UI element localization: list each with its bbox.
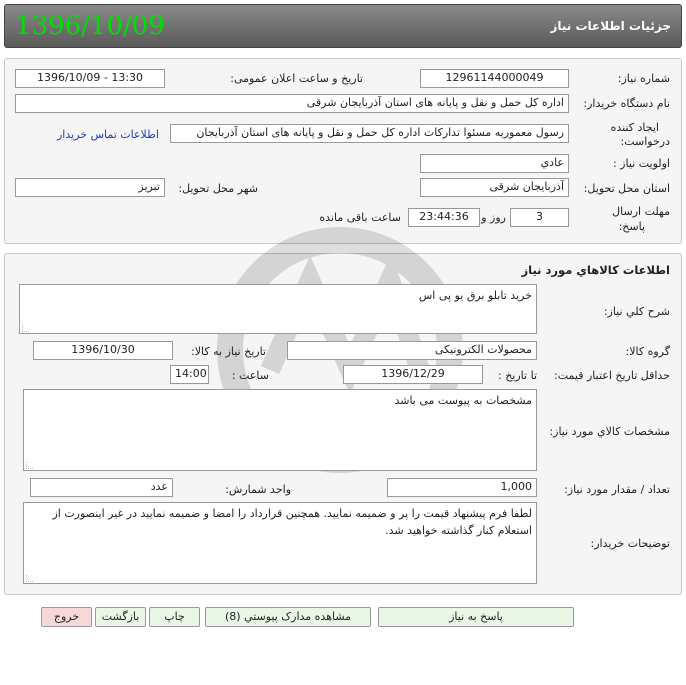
page-title: جزئیات اطلاعات نیاز bbox=[550, 19, 671, 33]
creator-label-1: ايجاد کننده bbox=[610, 121, 659, 134]
exit-button[interactable]: خروج bbox=[41, 607, 92, 627]
deadline-label-2: پاسخ: bbox=[618, 220, 645, 233]
priority-label: اولويت نياز : bbox=[612, 157, 670, 170]
quantity-label: تعداد / مقدار مورد نياز: bbox=[564, 483, 670, 496]
specs-field bbox=[23, 389, 537, 471]
resize-grip[interactable] bbox=[22, 325, 29, 332]
quantity-field: 1,000 bbox=[387, 478, 537, 497]
back-button[interactable]: بازگشت bbox=[95, 607, 146, 627]
description-field bbox=[19, 284, 537, 334]
print-button[interactable]: چاپ bbox=[149, 607, 200, 627]
announce-field: 1396/10/09 - 13:30 bbox=[15, 69, 165, 88]
announce-label: تاریخ و ساعت اعلان عمومی: bbox=[230, 72, 363, 85]
buyer-org-field: اداره کل حمل و نقل و پایانه های استان آذربایجان شرقی bbox=[15, 94, 569, 113]
to-date-field: 1396/12/29 bbox=[343, 365, 483, 384]
province-field: آذربايجان شرقی bbox=[420, 178, 569, 197]
resize-grip[interactable] bbox=[26, 462, 33, 469]
unit-label: واحد شمارش: bbox=[225, 483, 291, 496]
days-field: 3 bbox=[510, 208, 569, 227]
buyer-notes-field bbox=[23, 502, 537, 584]
header-date: 1396/10/09 bbox=[15, 11, 165, 41]
time-label: ساعت : bbox=[231, 369, 269, 382]
goods-section-title: اطلاعات کالاهاي مورد نياز bbox=[521, 263, 670, 277]
province-label: استان محل تحويل: bbox=[583, 182, 670, 195]
creator-label-2: درخواست: bbox=[620, 135, 670, 148]
need-date-field: 1396/10/30 bbox=[33, 341, 173, 360]
group-label: گروه کالا: bbox=[625, 345, 670, 358]
description-label: شرح کلي نياز: bbox=[603, 305, 670, 318]
specs-label: مشخصات کالاي مورد نياز: bbox=[549, 425, 670, 438]
time-remaining-label: ساعت باقی مانده bbox=[319, 211, 401, 224]
to-date-label: تا تاريخ : bbox=[498, 369, 537, 382]
contact-buyer-link[interactable]: اطلاعات تماس خريدار bbox=[57, 128, 159, 141]
description-text: خرید تابلو برق یو پی اس bbox=[418, 289, 532, 302]
city-label: شهر محل تحويل: bbox=[178, 182, 258, 195]
buyer-notes-text: لطفا فرم پیشنهاد قیمت را پر و ضمیمه نمایید. همچنین قرارداد را امضا و ضمیمه نمایید در غیر اینصورت از استعلام کنار گذاشته خواهید شد. bbox=[52, 507, 532, 537]
time-field: 14:00 bbox=[170, 365, 209, 384]
buyer-org-label: نام دستگاه خريدار: bbox=[583, 97, 670, 110]
page-header bbox=[4, 4, 682, 48]
city-field: تبریز bbox=[15, 178, 165, 197]
unit-field: عدد bbox=[30, 478, 173, 497]
attachments-button[interactable]: مشاهده مدارک پيوستي (8) bbox=[205, 607, 371, 627]
creator-field: رسول معموریه مسئوا تدارکات اداره کل حمل و نقل و پایانه های استان آذربایجان bbox=[170, 124, 569, 143]
need-number-field: 1296114400004‌9 bbox=[420, 69, 569, 88]
deadline-label-1: مهلت ارسال bbox=[612, 205, 670, 218]
days-label: روز و bbox=[481, 211, 506, 224]
need-number-label: شماره نیاز: bbox=[617, 72, 670, 85]
priority-field: عادي bbox=[420, 154, 569, 173]
validity-label: حداقل تاريخ اعتبار قيمت: bbox=[554, 369, 670, 382]
specs-text: مشخصات به پیوست می باشد bbox=[394, 394, 532, 407]
reply-button[interactable]: پاسخ به نياز bbox=[378, 607, 574, 627]
resize-grip[interactable] bbox=[26, 575, 33, 582]
group-field: محصولات الکترونيکی bbox=[287, 341, 537, 360]
time-remaining-field: 23:44:36 bbox=[408, 208, 480, 227]
buyer-notes-label: توضيحات خريدار: bbox=[590, 537, 670, 550]
need-date-label: تاريخ نياز به کالا: bbox=[191, 345, 266, 358]
